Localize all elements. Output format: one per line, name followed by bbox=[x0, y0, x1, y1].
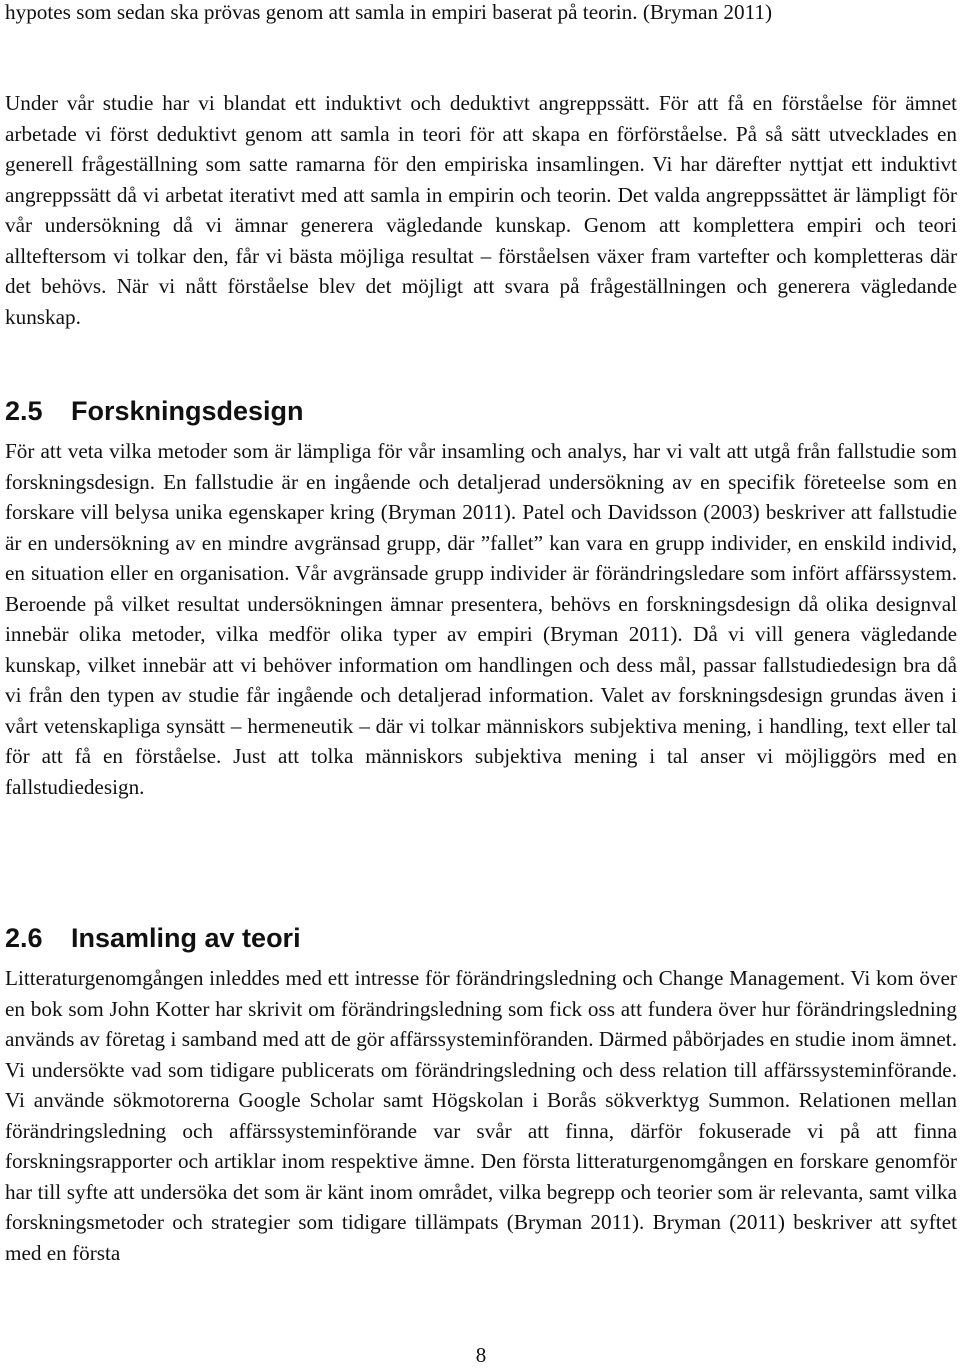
section-number: 2.6 bbox=[5, 923, 43, 953]
insamling-paragraph: Litteraturgenomgången inleddes med ett intresse för förändringsledning och Change Management. Vi kom över en bok som John Kotter har skrivit om förändringsledning som fick oss att fundera över hur förändringsledning används av företag i samband med att de gör affärssysteminföranden. Därmed påbörjades en studie inom ämnet. Vi undersökte vad som tidigare publicerats om förändringsledning och dess relation till affärssysteminförande. Vi använde sökmotorerna Google Scholar samt Högskolan i Borås sökverktyg Summon. Relationen mellan förändringsledning och affärssysteminförande var svår att finna, därför fokuserade vi på att finna forskningsrapporter och artiklar inom respektive ämne. Den första litteraturgenomgången en forskare genomför har till syfte att undersöka det som är känt inom området, vilka begrepp och teorier som är relevanta, samt vilka forskningsmetoder och strategier som tidigare tillämpats (Bryman 2011). Bryman (2011) beskriver att syftet med en första bbox=[5, 966, 957, 1265]
page-number: 8 bbox=[475, 1343, 487, 1367]
forskningsdesign-paragraph: För att veta vilka metoder som är lämpliga för vår insamling och analys, har vi valt att utgå från fallstudie som forskningsdesign. En fallstudie är en ingående och detaljerad undersökning av en specifik företeelse som en forskare vill belysa unika egenskaper kring (Bryman 2011). Patel och Davidsson (2003) beskriver att fallstudie är en undersökning av en mindre avgränsad grupp, där ”fallet” kan vara en grupp individer, en enskild individ, en situation eller en organisation. Vår avgränsade grupp individer är förändringsledare som infört affärssystem. Beroende på vilket resultat undersökningen ämnar presentera, behövs en forskningsdesign då olika designval innebär olika metoder, vilka medför olika typer av empiri (Bryman 2011). Då vi vill genera vägledande kunskap, vilket innebär att vi behöver information om handlingen och dess mål, passar fallstudiedesign bra då vi från den typen av studie får ingående och detaljerad information. Valet av forskningsdesign grundas även i vårt vetenskapliga synsätt – hermeneutik – där vi tolkar människors subjektiva mening, i handling, text eller tal för att få en förståelse. Just att tolka människors subjektiva mening i tal anser vi möjliggörs med en fallstudiedesign. bbox=[5, 439, 957, 800]
section-title: Forskningsdesign bbox=[71, 396, 304, 426]
section-number: 2.5 bbox=[5, 396, 43, 426]
section-title: Insamling av teori bbox=[71, 923, 301, 953]
document-page bbox=[5, 0, 957, 1368]
section-heading-insamling-av-teori bbox=[5, 921, 301, 955]
intro-paragraph: hypotes som sedan ska prövas genom att samla in empiri baserat på teorin. (Bryman 2011) bbox=[5, 0, 773, 24]
methodology-paragraph: Under vår studie har vi blandat ett induktivt och deduktivt angreppssätt. För att få en förståelse för ämnet arbetade vi först deduktivt genom att samla in teori för att skapa en förförståelse. På så sätt utvecklades en generell frågeställning som satte ramarna för den empiriska insamlingen. Vi har därefter nyttjat ett induktivt angreppssätt då vi arbetat iterativt med att samla in empirin och teorin. Det valda angreppssättet är lämpligt för vår undersökning då vi ämnar generera vägledande kunskap. Genom att komplettera empiri och teori allteftersom vi tolkar den, får vi bästa möjliga resultat – förståelsen växer fram vartefter och kompletteras där det behövs. När vi nått förståelse blev det möjligt att svara på frågeställningen och generera vägledande kunskap. bbox=[5, 91, 957, 329]
section-heading-forskningsdesign bbox=[5, 394, 304, 428]
